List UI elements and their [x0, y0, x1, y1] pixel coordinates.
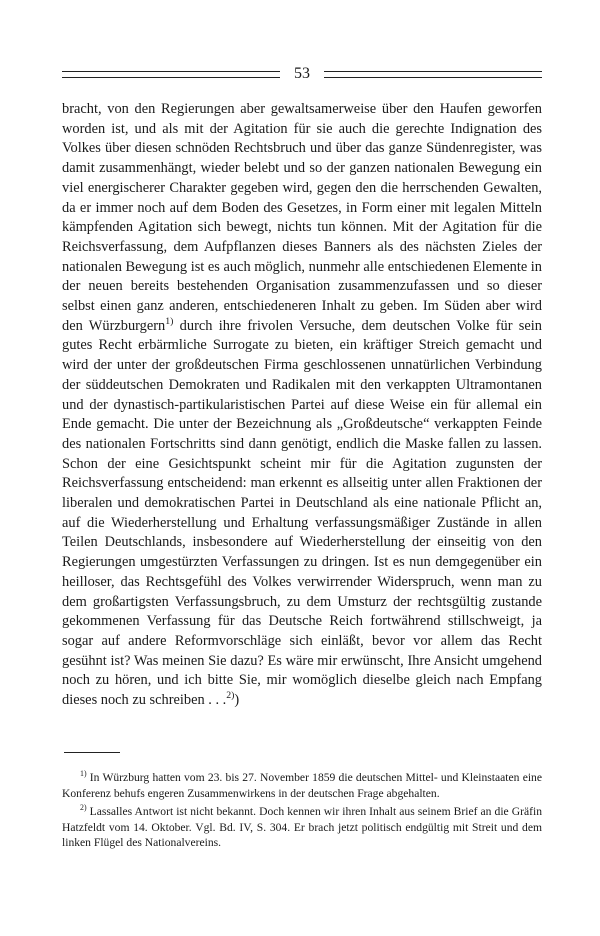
footnote-1-marker: 1) — [80, 769, 87, 779]
footnote-ref-1[interactable]: 1) — [165, 315, 174, 327]
footnote-2-text: Lassalles Antwort ist nicht bekannt. Doch kennen wir ihren Inhalt aus seinem Brief an die Gräfin Hatzfeldt vom 14. Oktober. Vgl. Bd. IV, S. 304. Er brach jetzt politisch endgültig mit Streit und dem linken Flügel des Nationalvereins. — [62, 805, 542, 849]
footnote-ref-2[interactable]: 2) — [226, 690, 235, 702]
header-rule-right — [324, 71, 542, 78]
page-header — [62, 62, 542, 86]
main-text-closing: ) — [234, 692, 240, 709]
footnote-separator — [64, 752, 120, 753]
book-page — [62, 0, 542, 936]
footnote-1 — [62, 770, 542, 801]
footnote-2-marker: 2) — [80, 803, 87, 813]
footnotes — [62, 770, 542, 854]
main-text-part-1: bracht, von den Regierungen aber gewaltsamerweise über den Haufen geworfen worden ist, und als mit der Agitation für sie auch die gerechte Indignation des Volkes über diesen schnöden Rechtsbruch und über das ganze Sündenregister, was damit zusammenhängt, wieder belebt und so der ganzen nationalen Bewegung ein viel energischerer Charakter gegeben wird, gegen den die herrschenden Gewalten, da er immer noch auf dem Boden des Gesetzes, in Form einer mit legalen Mitteln kämpfenden Agitation sich bewegt, nichts tun können. Mit der Agitation für die Reichsverfassung, dem Aufpflanzen dieses Banners als des nächsten Zieles der nationalen Bewegung ist es auch möglich, nunmehr alle entschiedenen Elemente in der neuen bereits bestehenden Organisation zusammenzufassen und so dieser selbst einen ganz anderen, entschiedeneren Inhalt zu geben. Im Süden aber wird den Würzburgern — [62, 101, 542, 334]
page-number: 53 — [294, 65, 310, 82]
footnote-2 — [62, 804, 542, 851]
main-text-part-2: durch ihre frivolen Versuche, dem deutschen Volke für sein gutes Recht erbärmliche Surrogate zu bieten, ein kräftiger Streich gemacht und wird der unter der großdeutschen Firma geschlossenen unnatürlichen Verbindung der süddeutschen Demokraten und Radikalen mit den verkappten Ultramontanen und der dynastisch-partikularistischen Partei auf diese Weise ein für allemal ein Ende gemacht. Die unter der Bezeichnung als „Großdeutsche“ verkappten Feinde des nationalen Fortschritts sind dann genötigt, endlich die Maske fallen zu lassen. Schon der eine Gesichtspunkt scheint mir für die Agitation zugunsten der Reichsverfassung entscheidend: man erkennt es allseitig unter allen Fraktionen der liberalen und demokratischen Partei in Deutschland als eine nationale Pflicht an, auf die Wiederherstellung und Erhaltung verfassungsmäßiger Zustände in allen Teilen Deutschlands, insbesondere auf Wiederherstellung der einseitig von den Regierungen umgestürzten Verfassungen zu dringen. Ist es nun demgegenüber ein heilloser, das Rechtsgefühl des Volkes verwirrender Widerspruch, wenn man zu dem großartigsten Verfassungsbruch, zu dem Umsturz der rechtsgültig zustande gekommenen Verfassung für das Deutsche Reich fortwährend stillschweigt, ja sogar auf andere Reformvorschläge sich einläßt, bevor vor allem das Recht gesühnt ist? Was meinen Sie dazu? Es wäre mir erwünscht, Ihre Ansicht umgehend noch zu hören, und ich bitte Sie, mir womöglich dieselbe gleich nach Empfang dieses noch zu schreiben . . . — [62, 317, 542, 709]
footnote-1-text: In Würzburg hatten vom 23. bis 27. November 1859 die deutschen Mittel- und Kleinstaaten eine Konferenz behufs engeren Zusammenwirkens in der deutschen Frage abgehalten. — [62, 771, 542, 800]
header-rule-left — [62, 71, 280, 78]
main-text — [62, 100, 542, 711]
